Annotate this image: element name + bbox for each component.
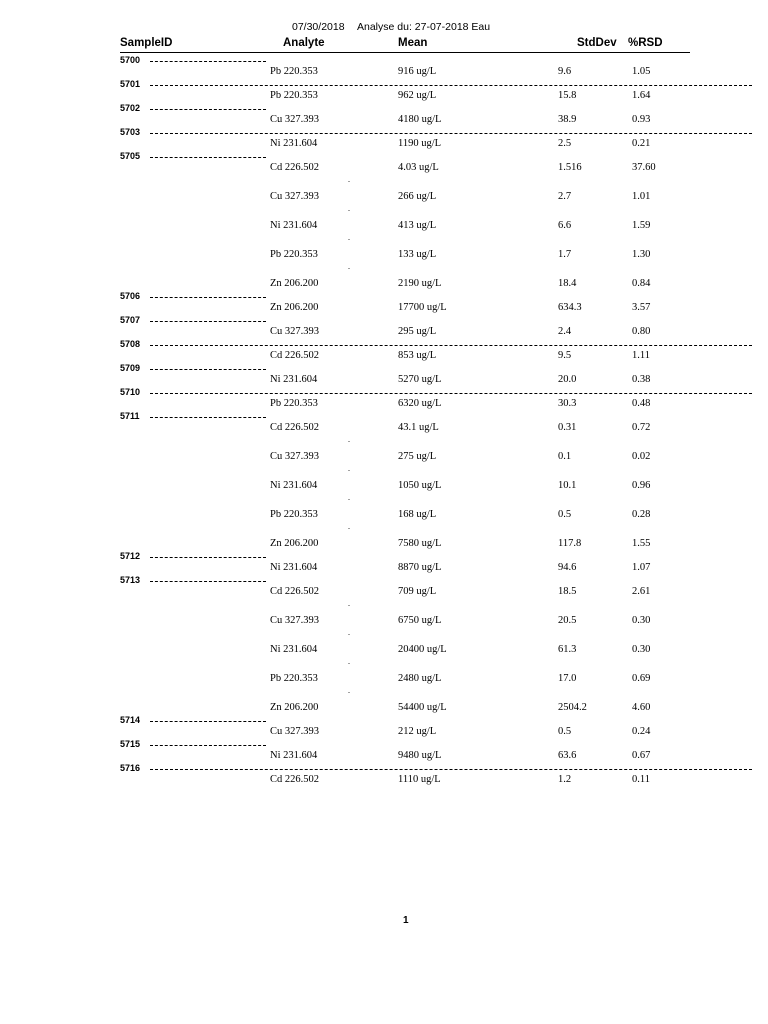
cell-analyte: Cd 226.502 — [270, 422, 320, 433]
sample-separator — [150, 109, 266, 110]
row-dot: . — [348, 686, 350, 695]
cell-stddev: 63.6 — [558, 750, 577, 761]
cell-mean: 7580 ug/L — [398, 538, 442, 549]
cell-mean: 1190 ug/L — [398, 138, 442, 149]
cell-analyte: Cu 327.393 — [270, 451, 320, 462]
cell-mean: 295 ug/L — [398, 326, 437, 337]
column-header-mean: Mean — [398, 37, 428, 49]
cell-analyte: Cd 226.502 — [270, 586, 320, 597]
sample-id: 5700 — [120, 55, 141, 65]
cell-analyte: Pb 220.353 — [270, 509, 318, 520]
row-dot: . — [348, 657, 350, 666]
cell-stddev: 20.0 — [558, 374, 577, 385]
sample-id: 5707 — [120, 315, 141, 325]
cell-analyte: Pb 220.353 — [270, 673, 318, 684]
cell-analyte: Cd 226.502 — [270, 774, 320, 785]
sample-id: 5716 — [120, 763, 141, 773]
cell-stddev: 2.5 — [558, 138, 572, 149]
cell-mean: 709 ug/L — [398, 586, 437, 597]
cell-mean: 266 ug/L — [398, 191, 437, 202]
cell-stddev: 0.1 — [558, 451, 572, 462]
cell-analyte: Ni 231.604 — [270, 220, 318, 231]
sample-separator — [150, 157, 266, 158]
cell-mean: 9480 ug/L — [398, 750, 442, 761]
cell-rsd: 0.21 — [632, 138, 651, 149]
sample-id: 5705 — [120, 151, 141, 161]
sample-id: 5712 — [120, 551, 141, 561]
column-header-analyte: Analyte — [283, 37, 325, 49]
cell-analyte: Cu 327.393 — [270, 326, 320, 337]
sample-id: 5710 — [120, 387, 141, 397]
cell-mean: 4180 ug/L — [398, 114, 442, 125]
cell-stddev: 0.5 — [558, 726, 572, 737]
cell-stddev: 61.3 — [558, 644, 577, 655]
sample-id: 5706 — [120, 291, 141, 301]
cell-analyte: Cu 327.393 — [270, 726, 320, 737]
cell-mean: 2480 ug/L — [398, 673, 442, 684]
sample-id: 5709 — [120, 363, 141, 373]
cell-mean: 168 ug/L — [398, 509, 437, 520]
sample-id: 5714 — [120, 715, 141, 725]
cell-analyte: Zn 206.200 — [270, 302, 319, 313]
cell-mean: 43.1 ug/L — [398, 422, 439, 433]
cell-rsd: 0.11 — [632, 774, 650, 785]
cell-rsd: 0.38 — [632, 374, 651, 385]
cell-rsd: 1.01 — [632, 191, 651, 202]
row-dot: . — [348, 464, 350, 473]
cell-analyte: Cd 226.502 — [270, 162, 320, 173]
row-dot: . — [348, 522, 350, 531]
column-header-rsd: %RSD — [628, 37, 663, 49]
sample-id: 5713 — [120, 575, 141, 585]
report-title: Analyse du: 27-07-2018 Eau — [357, 21, 491, 33]
cell-mean: 54400 ug/L — [398, 702, 447, 713]
cell-analyte: Ni 231.604 — [270, 750, 318, 761]
cell-stddev: 2504.2 — [558, 702, 587, 713]
cell-rsd: 1.55 — [632, 538, 651, 549]
cell-stddev: 18.4 — [558, 278, 577, 289]
cell-stddev: 0.31 — [558, 422, 577, 433]
cell-mean: 133 ug/L — [398, 249, 437, 260]
cell-rsd: 0.84 — [632, 278, 651, 289]
sample-id: 5701 — [120, 79, 141, 89]
cell-mean: 853 ug/L — [398, 350, 437, 361]
cell-mean: 17700 ug/L — [398, 302, 447, 313]
cell-rsd: 0.93 — [632, 114, 651, 125]
cell-analyte: Pb 220.353 — [270, 66, 318, 77]
cell-rsd: 1.11 — [632, 350, 650, 361]
cell-stddev: 9.5 — [558, 350, 572, 361]
sample-separator — [150, 769, 752, 770]
cell-mean: 962 ug/L — [398, 90, 437, 101]
row-dot: . — [348, 628, 350, 637]
sample-separator — [150, 369, 266, 370]
cell-mean: 2190 ug/L — [398, 278, 442, 289]
cell-rsd: 37.60 — [632, 162, 656, 173]
cell-rsd: 1.07 — [632, 562, 651, 573]
row-dot: . — [348, 262, 350, 271]
cell-rsd: 0.30 — [632, 644, 651, 655]
cell-analyte: Pb 220.353 — [270, 249, 318, 260]
cell-rsd: 0.02 — [632, 451, 651, 462]
sample-id: 5703 — [120, 127, 141, 137]
cell-mean: 1110 ug/L — [398, 774, 441, 785]
cell-stddev: 1.7 — [558, 249, 572, 260]
cell-rsd: 0.72 — [632, 422, 651, 433]
cell-stddev: 9.6 — [558, 66, 572, 77]
cell-stddev: 1.516 — [558, 162, 582, 173]
sample-separator — [150, 133, 752, 134]
cell-analyte: Cd 226.502 — [270, 350, 320, 361]
cell-rsd: 1.64 — [632, 90, 651, 101]
cell-mean: 1050 ug/L — [398, 480, 442, 491]
sample-separator — [150, 581, 266, 582]
sample-id: 5711 — [120, 411, 140, 421]
cell-rsd: 2.61 — [632, 586, 651, 597]
cell-analyte: Cu 327.393 — [270, 615, 320, 626]
cell-mean: 20400 ug/L — [398, 644, 447, 655]
cell-stddev: 1.2 — [558, 774, 572, 785]
cell-analyte: Ni 231.604 — [270, 644, 318, 655]
cell-analyte: Zn 206.200 — [270, 278, 319, 289]
cell-mean: 5270 ug/L — [398, 374, 442, 385]
cell-rsd: 1.30 — [632, 249, 651, 260]
row-dot: . — [348, 435, 350, 444]
cell-analyte: Ni 231.604 — [270, 480, 318, 491]
column-header-sampleid: SampleID — [120, 37, 173, 49]
column-header-stddev: StdDev — [577, 37, 617, 49]
cell-rsd: 0.96 — [632, 480, 651, 491]
row-dot: . — [348, 204, 350, 213]
page-number: 1 — [403, 915, 409, 926]
cell-mean: 8870 ug/L — [398, 562, 442, 573]
cell-rsd: 0.80 — [632, 326, 651, 337]
sample-separator — [150, 61, 266, 62]
cell-stddev: 117.8 — [558, 538, 582, 549]
sample-separator — [150, 417, 266, 418]
cell-mean: 6750 ug/L — [398, 615, 442, 626]
cell-stddev: 2.4 — [558, 326, 572, 337]
sample-separator — [150, 297, 266, 298]
cell-stddev: 30.3 — [558, 398, 577, 409]
cell-stddev: 0.5 — [558, 509, 572, 520]
cell-stddev: 38.9 — [558, 114, 577, 125]
sample-id: 5708 — [120, 339, 141, 349]
cell-rsd: 0.48 — [632, 398, 651, 409]
cell-mean: 275 ug/L — [398, 451, 437, 462]
cell-rsd: 0.24 — [632, 726, 651, 737]
cell-rsd: 1.05 — [632, 66, 651, 77]
cell-stddev: 17.0 — [558, 673, 577, 684]
cell-stddev: 2.7 — [558, 191, 572, 202]
cell-rsd: 0.30 — [632, 615, 651, 626]
cell-stddev: 94.6 — [558, 562, 577, 573]
cell-rsd: 0.28 — [632, 509, 651, 520]
row-dot: . — [348, 233, 350, 242]
cell-analyte: Pb 220.353 — [270, 398, 318, 409]
sample-id: 5715 — [120, 739, 141, 749]
cell-rsd: 4.60 — [632, 702, 651, 713]
cell-stddev: 20.5 — [558, 615, 577, 626]
cell-analyte: Cu 327.393 — [270, 191, 320, 202]
row-dot: . — [348, 493, 350, 502]
cell-rsd: 0.69 — [632, 673, 651, 684]
row-dot: . — [348, 175, 350, 184]
cell-analyte: Cu 327.393 — [270, 114, 320, 125]
cell-mean: 6320 ug/L — [398, 398, 442, 409]
cell-stddev: 15.8 — [558, 90, 577, 101]
cell-stddev: 6.6 — [558, 220, 572, 231]
cell-rsd: 0.67 — [632, 750, 651, 761]
cell-analyte: Pb 220.353 — [270, 90, 318, 101]
cell-analyte: Ni 231.604 — [270, 138, 318, 149]
sample-separator — [150, 321, 266, 322]
cell-mean: 4.03 ug/L — [398, 162, 439, 173]
cell-mean: 413 ug/L — [398, 220, 437, 231]
cell-stddev: 10.1 — [558, 480, 577, 491]
sample-separator — [150, 345, 752, 346]
cell-mean: 916 ug/L — [398, 66, 437, 77]
row-dot: . — [348, 599, 350, 608]
sample-separator — [150, 557, 266, 558]
sample-separator — [150, 393, 752, 394]
cell-rsd: 1.59 — [632, 220, 651, 231]
sample-separator — [150, 85, 752, 86]
cell-analyte: Zn 206.200 — [270, 702, 319, 713]
sample-separator — [150, 745, 266, 746]
sample-id: 5702 — [120, 103, 141, 113]
sample-separator — [150, 721, 266, 722]
cell-analyte: Ni 231.604 — [270, 374, 318, 385]
cell-stddev: 18.5 — [558, 586, 577, 597]
cell-analyte: Ni 231.604 — [270, 562, 318, 573]
cell-rsd: 3.57 — [632, 302, 651, 313]
report-date: 07/30/2018 — [292, 21, 345, 33]
cell-mean: 212 ug/L — [398, 726, 437, 737]
cell-analyte: Zn 206.200 — [270, 538, 319, 549]
cell-stddev: 634.3 — [558, 302, 582, 313]
